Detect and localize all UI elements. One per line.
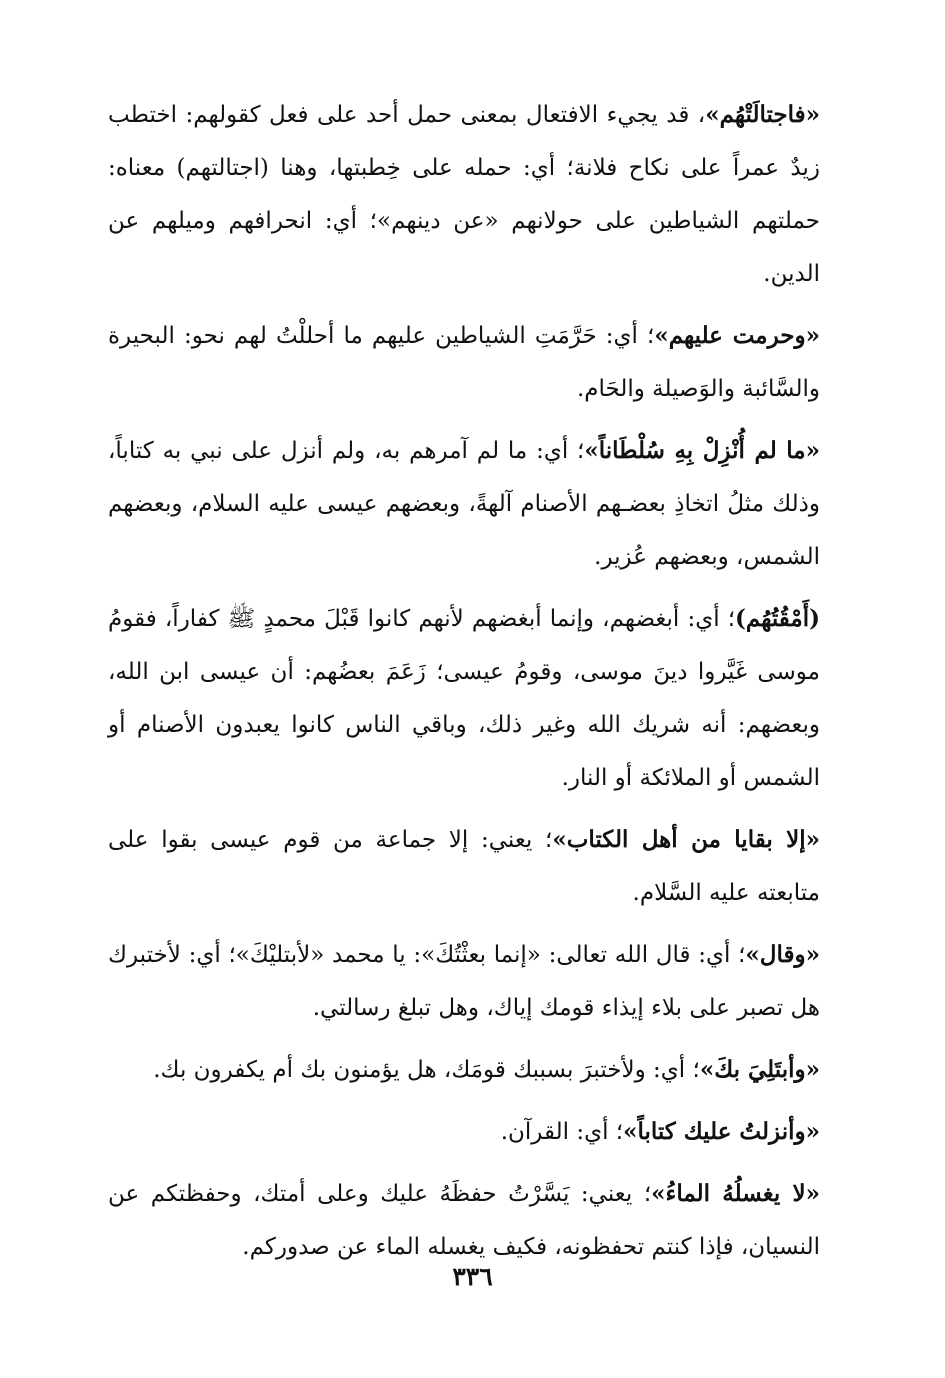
paragraph-term: «وحرمت عليهم»	[654, 322, 820, 349]
paragraph-term: (أَمْقُتُهُم)	[735, 605, 820, 632]
paragraph-text: ؛ أي: حَرَّمَتِ الشياطين عليهم ما أحللْتُ لهم نحو: البحيرة والسَّائبة والوَصيلة والحَام.	[108, 323, 820, 402]
paragraph-term: «فاجتالَتْهُم»	[705, 101, 820, 128]
paragraph-term: «ما لم أُنْزِلْ بِهِ سُلْطَاناً»	[584, 437, 820, 464]
paragraph-text: ؛ يعني: يَسَّرْتُ حفظَهُ عليك وعلى أمتك، وحفظتكم عن النسيان، فإذا كنتم تحفظونه، فكيف يغسله الماء عن صدوركم.	[108, 1181, 820, 1260]
paragraph-term: «وقال»	[745, 941, 820, 968]
paragraph-text: ؛ أي: ولأختبرَ بسببك قومَك، هل يؤمنون بك أم يكفرون بك.	[153, 1057, 700, 1083]
paragraph-text: ؛ يعني: إلا جماعة من قوم عيسى بقوا على متابعته عليه السَّلام.	[108, 827, 820, 906]
paragraph-term: «وأبتَلِيَ بكَ»	[699, 1056, 820, 1083]
paragraph-6	[108, 928, 820, 1035]
paragraph-term: «إلا بقايا من أهل الكتاب»	[552, 826, 820, 853]
paragraph-8	[108, 1105, 820, 1159]
paragraph-5	[108, 813, 820, 920]
paragraph-9	[108, 1167, 820, 1274]
paragraph-text: ؛ أي: أبغضهم، وإنما أبغضهم لأنهم كانوا قَبْلَ محمدٍ ﷺ كفاراً، فقومُ موسى غَيَّروا دينَ موسى، وقومُ عيسى؛ زَعَمَ بعضُهم: أن عيسى ابن الله، وبعضهم: أنه شريك الله وغير ذلك، وباقي الناس كانوا يعبدون الأصنام أو الشمس أو الملائكة أو النار.	[108, 606, 820, 791]
paragraph-text: ؛ أي: قال الله تعالى: «إنما بعثْتُكَ»: يا محمد «لأبتليْكَ»؛ أي: لأختبرك هل تصبر على بلاء إيذاء قومك إياك، وهل تبلغ رسالتي.	[108, 942, 820, 1021]
paragraph-term: «وأنزلتُ عليك كتاباً»	[623, 1118, 820, 1145]
page-body	[108, 88, 820, 1274]
paragraph-text: ، قد يجيء الافتعال بمعنى حمل أحد على فعل كقولهم: اختطب زيدٌ عمراً على نكاح فلانة؛ أي: حمله على خِطبتها، وهنا (اجتالتهم) معناه: حملتهم الشياطين على حولانهم «عن دينهم»؛ أي: انحرافهم وميلهم عن الدين.	[108, 102, 820, 287]
paragraph-text: ؛ أي: القرآن.	[500, 1119, 624, 1145]
paragraph-2	[108, 309, 820, 416]
paragraph-text: ؛ أي: ما لم آمرهم به، ولم أنزل على نبي به كتاباً، وذلك مثلُ اتخاذِ بعضـهم الأصنام آلهةً، وبعضهم عيسى عليه السلام، وبعضهم الشمس، وبعضهم عُزير.	[108, 438, 820, 570]
paragraph-7	[108, 1043, 820, 1097]
paragraph-3	[108, 424, 820, 584]
paragraph-term: «لا يغسلُهُ الماءُ»	[651, 1180, 820, 1207]
page-number: ٣٣٦	[452, 1262, 493, 1291]
paragraph-4	[108, 592, 820, 805]
paragraph-1	[108, 88, 820, 301]
